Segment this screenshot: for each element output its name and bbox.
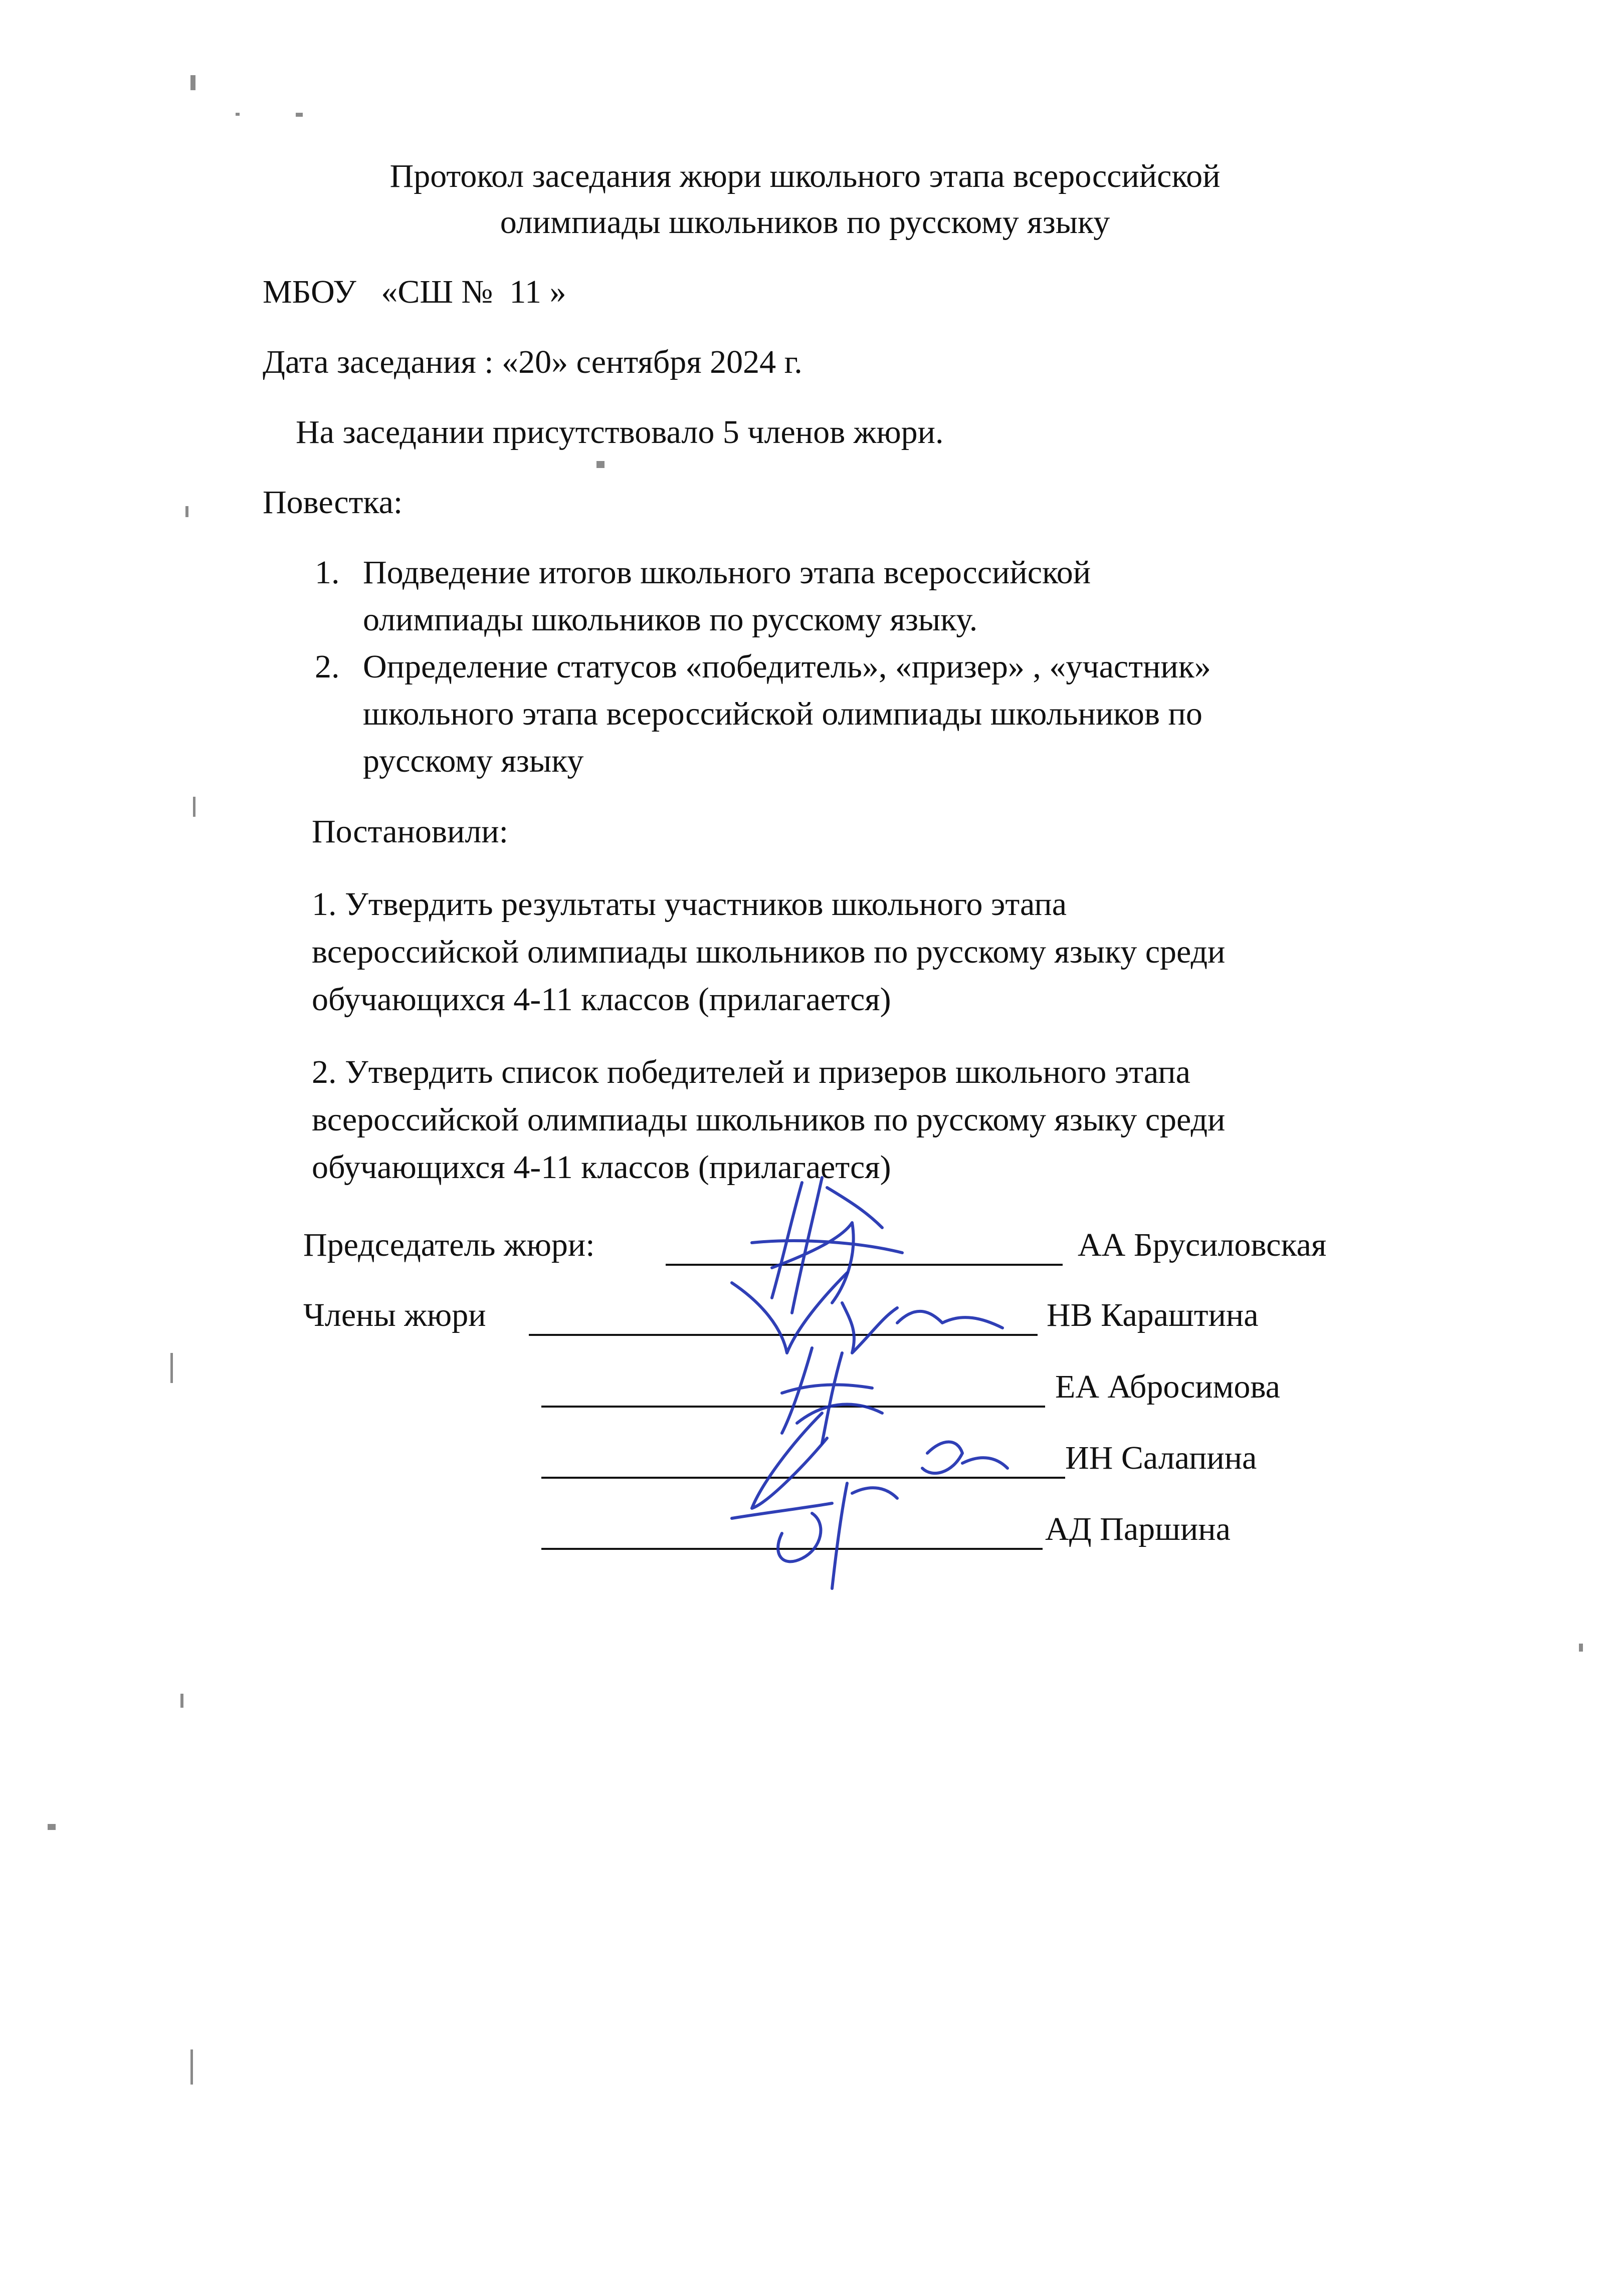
scan-speck (190, 2049, 193, 2085)
member-signature-line (541, 1548, 1043, 1550)
scan-speck (190, 75, 195, 90)
scan-speck (296, 113, 303, 117)
resolution-line: всероссийской олимпиады школьников по русскому языку среди (312, 1101, 1226, 1138)
member-signature-salapina (752, 1413, 1008, 1508)
member-name: ИН Салапина (1065, 1440, 1257, 1476)
attendance-note: На заседании присутствовало 5 членов жюри. (296, 414, 944, 450)
scan-speck (596, 461, 605, 468)
resolution-line: обучающихся 4-11 классов (прилагается) (312, 1149, 891, 1186)
member-name: ЕА Абросимова (1055, 1368, 1280, 1405)
member-signature-line (529, 1334, 1038, 1336)
scan-speck (193, 797, 195, 817)
resolution-line: 2. Утвердить список победителей и призеров школьного этапа (312, 1054, 1190, 1090)
agenda-item-number: 1. (315, 554, 340, 591)
document-title-line-1: Протокол заседания жюри школьного этапа всероссийской (389, 158, 1221, 194)
school-name: МБОУ «СШ № 11 » (263, 274, 566, 310)
chair-signature (752, 1178, 902, 1313)
scan-speck (170, 1353, 173, 1383)
member-name: НВ Караштина (1047, 1297, 1259, 1333)
members-label: Члены жюри (303, 1297, 486, 1333)
resolution-line: всероссийской олимпиады школьников по русскому языку среди (312, 934, 1226, 970)
chair-name: АА Брусиловская (1078, 1227, 1327, 1263)
agenda-item-number: 2. (315, 648, 340, 685)
agenda-item-line: русскому языку (363, 743, 584, 779)
agenda-item-line: школьного этапа всероссийской олимпиады школьников по (363, 696, 1202, 732)
member-signature-karashtina (732, 1273, 1002, 1353)
agenda-item-line: олимпиады школьников по русскому языку. (363, 601, 978, 638)
member-signature-abrosimova (782, 1348, 882, 1443)
member-name: АД Паршина (1045, 1511, 1231, 1547)
scan-speck (180, 1694, 183, 1708)
resolution-line: обучающихся 4-11 классов (прилагается) (312, 981, 891, 1018)
member-signature-parshina (732, 1483, 897, 1588)
meeting-date: Дата заседания : «20» сентября 2024 г. (263, 344, 802, 380)
member-signature-line (541, 1477, 1065, 1479)
chair-label: Председатель жюри: (303, 1227, 595, 1263)
scan-speck (185, 506, 188, 517)
resolved-heading: Постановили: (312, 813, 508, 850)
scan-speck (1579, 1644, 1583, 1652)
agenda-item-line: Определение статусов «победитель», «призер» , «участник» (363, 648, 1211, 685)
resolution-line: 1. Утвердить результаты участников школьного этапа (312, 886, 1067, 923)
document-title-line-2: олимпиады школьников по русскому языку (500, 204, 1110, 241)
chair-signature-line (666, 1264, 1063, 1266)
agenda-heading: Повестка: (263, 484, 403, 521)
agenda-item-line: Подведение итогов школьного этапа всероссийской (363, 554, 1091, 591)
member-signature-line (541, 1406, 1045, 1408)
scan-speck (48, 1824, 56, 1830)
scan-speck (236, 113, 240, 116)
